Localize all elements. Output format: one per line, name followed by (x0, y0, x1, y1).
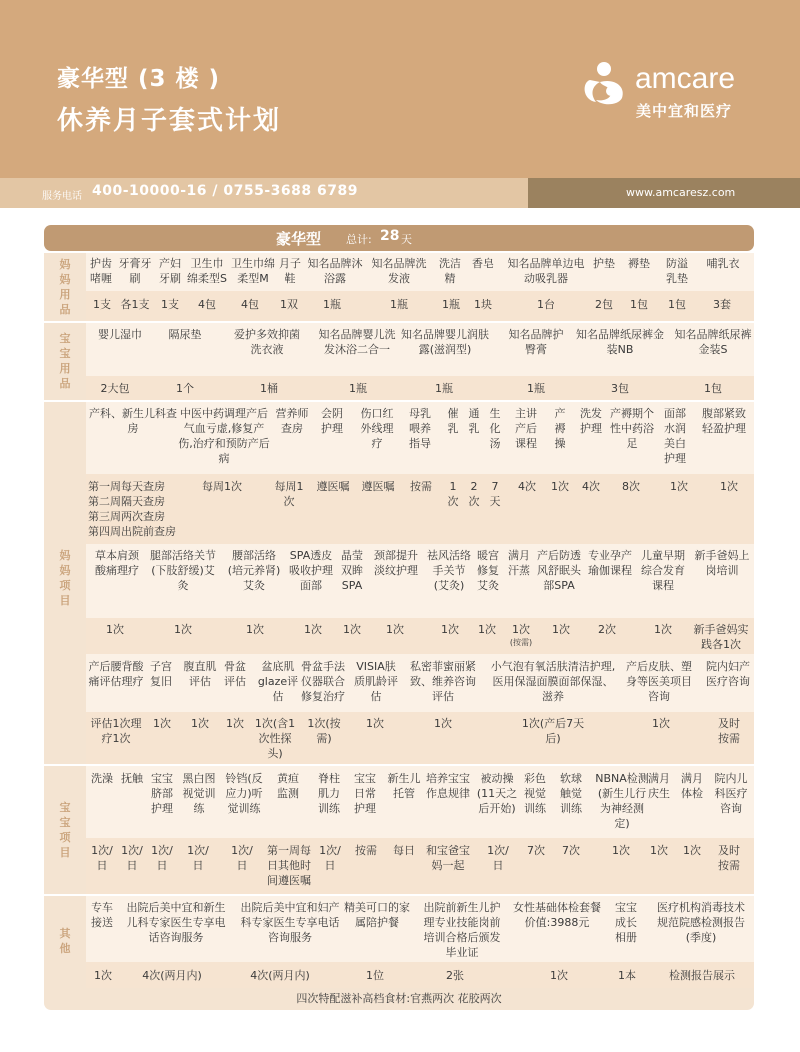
mom-item: 专业孕产瑜伽课程 (588, 549, 632, 577)
mom-item-qty: 遵医嘱 (361, 480, 395, 493)
logo-text-cn: 美中宜和医疗 (636, 102, 733, 120)
sidebar-label (44, 257, 86, 317)
mom-supply: 香皂 (472, 257, 494, 270)
mom-item: 伤口红外线理疗 (360, 407, 394, 450)
mom-supply: 知名品牌单边电动吸乳器 (507, 257, 585, 285)
mom-supply: 产妇牙刷 (159, 257, 181, 285)
other-item: 女性基础体检套餐 价值:3988元 (513, 901, 601, 929)
mom-item-qty: 第四周出院前查房 (88, 525, 176, 538)
footer-note: 四次特配滋补高档食材:官燕两次 花胶两次 (44, 988, 754, 1010)
mom-supply: 护垫 (593, 257, 615, 270)
mom-item: 骨盆手法仪器联合修复治疗 (301, 660, 345, 703)
mom-item: 会阴护理 (321, 407, 343, 435)
mom-item: 草本肩颈酸痛理疗 (95, 549, 139, 577)
baby-supply: 知名品牌护臀膏 (508, 328, 564, 356)
sidebar-label (44, 926, 86, 956)
other-item-qty: 1位 (366, 969, 384, 982)
mom-item: 母乳喂养指导 (409, 407, 431, 450)
days-unit: 天 (401, 233, 412, 246)
sidebar-label (44, 548, 86, 608)
sidebar-mom-items (44, 402, 86, 764)
mom-item-qty: 8次 (622, 480, 640, 493)
mom-item: 产后皮肤、塑身等医美项目咨询 (626, 660, 692, 703)
mom-item-qty: 1次 (552, 623, 570, 636)
baby-item-qty: 第一周每日其他时间遵医嘱 (267, 844, 311, 887)
mom-item-qty: 新手爸妈实践各1次 (693, 623, 749, 651)
page-title-line2: 休养月子套式计划 (57, 106, 282, 136)
mom-item: 面部水润美白护理 (664, 407, 686, 465)
mom-item: 满月汗蒸 (508, 549, 530, 577)
baby-item-qty: 1次/日 (487, 844, 509, 872)
mom-item: 颈部提升淡纹护理 (374, 549, 418, 577)
baby-item: 脊柱肌力训练 (318, 772, 340, 815)
baby-supply: 爱护多效抑菌洗衣液 (234, 328, 300, 356)
mom-supply-qty: 1包 (630, 298, 648, 311)
phone-label: 服务电话 (42, 191, 82, 202)
other-item-qty: 1本 (618, 969, 636, 982)
mom-supply-qty: 1包 (668, 298, 686, 311)
mom-item: 产后防透风舒眠头部SPA (537, 549, 581, 592)
mom-item-qty: 1次 (386, 623, 404, 636)
mom-item-qty: 1次 (226, 717, 244, 730)
header-banner (0, 0, 800, 178)
sidebar-label (44, 331, 86, 391)
other-item: 出院后美中宜和新生儿科专家医生专享电话咨询服务 (126, 901, 226, 944)
baby-item: 宝宝日常护理 (354, 772, 376, 815)
mom-supply-qty: 1瓶 (390, 298, 408, 311)
mom-item-qty: 1次(产后7天后) (521, 717, 585, 745)
baby-item-qty: 及时按需 (718, 844, 740, 872)
baby-supply: 知名品牌纸尿裤金装NB (576, 328, 664, 356)
mom-supply: 卫生巾绵柔型S (187, 257, 227, 285)
mom-supply: 哺乳衣 (706, 257, 740, 270)
baby-item: NBNA检测(新生儿行为神经测定) (595, 772, 649, 830)
baby-item: 新生儿托管 (387, 772, 421, 800)
baby-item-qty: 1次 (683, 844, 701, 857)
baby-item: 培养宝宝作息规律 (426, 772, 470, 800)
baby-supply: 隔尿垫 (168, 328, 202, 341)
other-item: 出院后美中宜和妇产科专家医生专享电话咨询服务 (240, 901, 340, 944)
mom-supply-qty: 1瓶 (323, 298, 341, 311)
mom-item-qty: 遵医嘱 (316, 480, 350, 493)
logo-text-en: amcare (635, 62, 736, 95)
page-title-line1: 豪华型 (3 楼 ) (57, 66, 221, 92)
mom-item: 主讲产后课程 (515, 407, 537, 450)
mom-item: SPA透皮吸收护理面部 (289, 549, 333, 592)
baby-item: 黄疸监测 (277, 772, 299, 800)
package-band (44, 225, 754, 251)
mom-item-qty: 1次(含1次性探头) (254, 717, 296, 760)
baby-item: 满月体检 (681, 772, 703, 800)
baby-supply-qty: 1桶 (260, 382, 278, 395)
mom-supply: 卫生巾绵柔型M (231, 257, 275, 285)
mom-supply-qty: 1块 (474, 298, 492, 311)
baby-item: 彩色视觉训练 (524, 772, 546, 815)
baby-supply-qty: 2大包 (100, 382, 130, 395)
mom-item-qty: 1次(按需) (307, 717, 341, 745)
mom-supply: 护齿啫喱 (90, 257, 112, 285)
mom-item-qty: 评估1次理疗1次 (90, 717, 142, 745)
mom-item: 骨盆评估 (224, 660, 246, 688)
other-item-qty: 1次 (550, 969, 568, 982)
amcare-logo (580, 60, 760, 120)
mom-item: 产科、新生儿科查房 (89, 407, 177, 435)
mom-item-qty: 1次 (478, 623, 496, 636)
mom-supply-qty: 1支 (161, 298, 179, 311)
mom-item-qty: 1次 (153, 717, 171, 730)
mom-item: 祛风活络手关节(艾灸) (427, 549, 471, 592)
mom-item: 暖宫修复艾灸 (477, 549, 499, 592)
mom-item-qty: 2次 (598, 623, 616, 636)
mom-item: 盆底肌glaze评估 (257, 660, 299, 703)
mom-item-qty: 1次 (106, 623, 124, 636)
mom-supply: 褥垫 (628, 257, 650, 270)
mom-item-qty: 第三周两次查房 (88, 510, 165, 523)
mom-item: 腿部活络关节(下肢舒缓)艾灸 (150, 549, 216, 592)
other-item-qty: 检测报告展示 (669, 969, 735, 982)
sidebar-text: 宝宝用品 (59, 332, 71, 390)
baby-item-qty: 1次/日 (187, 844, 209, 872)
sidebar-mom-supplies (44, 253, 86, 321)
baby-supply-qty: 1包 (704, 382, 722, 395)
mom-item-qty: 1次 (304, 623, 322, 636)
baby-item-qty: 7次 (527, 844, 545, 857)
mom-item: 中医中药调理产后气血亏虚,修复产伤,治疗和预防产后病 (178, 407, 270, 465)
other-item-qty: 4次(两月内) (250, 969, 310, 982)
mom-item-qty: 每周1次 (274, 480, 304, 508)
mom-item-qty: 7天 (489, 480, 501, 508)
package-name: 豪华型 (276, 230, 322, 248)
mom-supply: 牙膏牙刷 (118, 257, 152, 285)
phone-number[interactable]: 400-10000-16 / 0755-3688 6789 (92, 183, 358, 199)
mom-item-qty: 1次 (652, 717, 670, 730)
mom-item: 产褥期个性中药浴足 (610, 407, 654, 450)
mom-supply-qty: 1瓶 (442, 298, 460, 311)
sidebar-text: 妈妈项目 (59, 549, 71, 607)
mom-item-qty: 及时按需 (718, 717, 740, 745)
mom-item-qty: 每周1次 (202, 480, 242, 493)
other-item-qty: 2张 (446, 969, 464, 982)
mom-supply-qty: 2包 (595, 298, 613, 311)
mom-item: 腹部紧致轻盈护理 (702, 407, 746, 435)
other-item: 医疗机构消毒技术规范院感检测报告(季度) (657, 901, 745, 944)
mom-supply-qty: 3套 (713, 298, 731, 311)
baby-item-qty: 和宝爸宝妈一起 (426, 844, 470, 872)
sidebar-text: 妈妈用品 (59, 258, 71, 316)
baby-supply-qty: 1瓶 (349, 382, 367, 395)
baby-item-qty: 7次 (562, 844, 580, 857)
other-item-qty: 4次(两月内) (142, 969, 202, 982)
mom-item: 催乳 (447, 407, 459, 435)
baby-item-qty: 每日 (393, 844, 415, 857)
mom-item: 腹直肌评估 (183, 660, 217, 688)
other-item: 出院前新生儿护理专业技能岗前培训合格后颁发毕业证 (423, 901, 501, 959)
mom-supply-qty: 1支 (93, 298, 111, 311)
sidebar-baby-items (44, 766, 86, 894)
mom-item: 私密菲蜜丽紧致、维养咨询评估 (410, 660, 476, 703)
mom-item: 产后腰背酸痛评估理疗 (88, 660, 144, 688)
baby-item: 满月庆生 (648, 772, 670, 800)
website-link[interactable]: www.amcaresz.com (626, 186, 736, 199)
sidebar-text: 宝宝项目 (59, 801, 71, 859)
mom-item-qty: 1次 (447, 480, 459, 508)
baby-item-qty: 1次/日 (121, 844, 143, 872)
mom-item: 儿童早期综合发育课程 (641, 549, 685, 592)
sidebar-text: 其他 (59, 927, 71, 955)
baby-item: 铃铛(反应力)听觉训练 (225, 772, 263, 815)
total-days: 28 (380, 228, 400, 244)
other-item-qty: 1次 (94, 969, 112, 982)
baby-item: 院内儿科医疗咨询 (714, 772, 748, 815)
other-item: 精美可口的家属陪护餐 (344, 901, 410, 929)
mom-item-qty: 4次 (582, 480, 600, 493)
mom-item-qty: 2次 (468, 480, 480, 508)
mom-supply-qty: 各1支 (120, 298, 150, 311)
mom-item-qty: 1次 (670, 480, 688, 493)
baby-supply-qty: 1瓶 (527, 382, 545, 395)
other-item: 专车接送 (91, 901, 113, 929)
mom-supply-qty: 1双 (280, 298, 298, 311)
baby-item-qty: 1次 (612, 844, 630, 857)
mom-supply-qty: 4包 (198, 298, 216, 311)
baby-supply: 知名品牌纸尿裤金装S (674, 328, 752, 356)
baby-item-qty: 1次/日 (151, 844, 173, 872)
mom-supply: 知名品牌洗发液 (371, 257, 427, 285)
mom-supply-qty: 4包 (241, 298, 259, 311)
mom-item-qty: 1次 (551, 480, 569, 493)
mom-item: 子宫复旧 (150, 660, 172, 688)
baby-item-qty: 1次/日 (319, 844, 341, 872)
baby-item: 宝宝脐部护理 (151, 772, 173, 815)
mom-item-qty: 1次 (441, 623, 459, 636)
mom-item-qty: 1次 (343, 623, 361, 636)
mom-item-qty: 1次 (434, 717, 452, 730)
mom-item-qty: 1次 (366, 717, 384, 730)
baby-item-qty: 按需 (355, 844, 377, 857)
mom-item: 洗发护理 (580, 407, 602, 435)
mom-supply-qty: 1台 (537, 298, 555, 311)
mom-supply: 洗洁精 (439, 257, 461, 285)
mom-supply: 月子鞋 (279, 257, 301, 285)
total-label: 总计: (346, 233, 372, 246)
family-logo-icon (580, 60, 630, 108)
mom-item-qty: 1次 (191, 717, 209, 730)
baby-supply-qty: 1个 (176, 382, 194, 395)
mom-item: VISIA肤质肌龄评估 (354, 660, 398, 703)
mom-supply: 防溢乳垫 (666, 257, 688, 285)
baby-item-qty: 1次/日 (91, 844, 113, 872)
mom-item: 院内妇产医疗咨询 (706, 660, 750, 688)
baby-supply-qty: 1瓶 (435, 382, 453, 395)
mom-supply: 知名品牌沐浴露 (307, 257, 363, 285)
baby-supply: 知名品牌婴儿洗发沐浴二合一 (318, 328, 396, 356)
sidebar-other (44, 896, 86, 988)
other-item: 宝宝成长相册 (615, 901, 637, 944)
baby-item: 洗澡 (91, 772, 113, 785)
mom-item: 通乳 (468, 407, 480, 435)
mom-item: 晶莹双眸SPA (341, 549, 363, 592)
mom-item-qty: 1次 (720, 480, 738, 493)
mom-item: 产褥操 (554, 407, 566, 450)
baby-supply: 知名品牌婴儿润肤露(滋润型) (401, 328, 489, 356)
mom-item: 腰部活络(培元养肾)艾灸 (227, 549, 281, 592)
mom-item-qty: 1次 (246, 623, 264, 636)
phone-bar (0, 178, 528, 208)
mom-item: 新手爸妈上岗培训 (694, 549, 750, 577)
mom-item: 营养师查房 (275, 407, 309, 435)
baby-supply: 婴儿湿巾 (98, 328, 142, 341)
mom-item-qty: 第一周每天查房 (88, 480, 165, 493)
mom-item-qty: 1次 (654, 623, 672, 636)
mom-item-qty: 1次 (512, 623, 530, 636)
mom-item-qty: 4次 (518, 480, 536, 493)
baby-item: 抚触 (121, 772, 143, 785)
mom-item-qty-note: (按需) (509, 638, 533, 647)
baby-supply-qty: 3包 (611, 382, 629, 395)
mom-item: 小气泡有氧活肤清洁护理,医用保湿面膜面部保湿、滋养 (490, 660, 616, 703)
baby-item: 黑白图视觉训练 (182, 772, 216, 815)
baby-item: 软球触觉训练 (560, 772, 582, 815)
baby-item-qty: 1次 (650, 844, 668, 857)
mom-item: 生化汤 (489, 407, 501, 450)
website-bar (528, 178, 800, 208)
sidebar-baby-supplies (44, 323, 86, 400)
mom-item-qty: 按需 (410, 480, 432, 493)
sidebar-label (44, 800, 86, 860)
mom-item-qty: 1次 (174, 623, 192, 636)
baby-item-qty: 1次/日 (231, 844, 253, 872)
mom-item-qty: 第二周隔天查房 (88, 495, 165, 508)
baby-item: 被动操(11天之后开始) (476, 772, 518, 815)
